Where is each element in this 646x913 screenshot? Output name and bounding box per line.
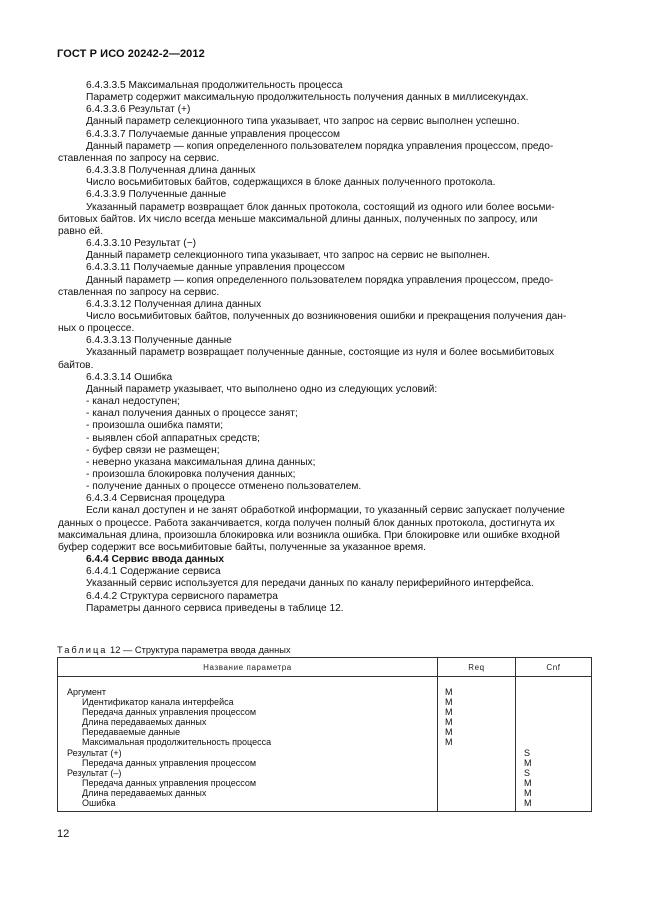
req-text: M (445, 727, 453, 738)
req-cell (438, 768, 516, 778)
document-id: ГОСТ Р ИСО 20242-2—2012 (57, 48, 205, 60)
spacer-cell (516, 677, 592, 688)
cnf-text: M (524, 757, 532, 768)
req-cell (438, 707, 516, 717)
cnf-cell (516, 748, 592, 758)
paragraph-text: Данный параметр указывает, что выполнено одно из следующих условий: (86, 383, 438, 395)
paragraph-text: Данный параметр — копия определенного пользователем порядка управления процессом, предо- (86, 140, 554, 152)
table-row (58, 788, 592, 798)
req-cell (438, 737, 516, 747)
parameter-name-cell (58, 717, 438, 727)
table-caption-label: Таблица (57, 645, 108, 655)
list-item: - канал недоступен; (86, 396, 180, 408)
list-item: - произошла блокировка получения данных; (86, 469, 296, 480)
parameter-name-cell (58, 798, 438, 812)
req-cell (438, 717, 516, 727)
table-row (58, 717, 592, 727)
req-cell (438, 778, 516, 788)
req-text: M (445, 707, 453, 718)
parameter-name-text: Передача данных управления процессом (82, 777, 257, 788)
parameter-name-cell (58, 697, 438, 707)
list-item: - произошла ошибка памяти; (86, 420, 224, 432)
parameter-name-text: Передача данных управления процессом (82, 757, 257, 768)
paragraph-text: данных о процессе. Работа заканчивается, когда получен полный блок данных протокола, достигнута их (58, 517, 555, 529)
section-heading: 6.4.3.3.7 Получаемые данные управления процессом (86, 128, 341, 140)
section-heading: 6.4.3.3.12 Полученная длина данных (86, 298, 262, 310)
section-heading: 6.4.4.1 Содержание сервиса (86, 566, 221, 578)
table-row (58, 727, 592, 737)
parameter-name-cell (58, 727, 438, 737)
section-heading: 6.4.4 Сервис ввода данных (86, 554, 225, 566)
parameter-name-text: Результат (+) (67, 747, 122, 758)
parameter-table (57, 657, 592, 812)
spacer-cell (438, 677, 516, 688)
cnf-text: M (524, 787, 532, 798)
cnf-cell (516, 768, 592, 778)
section-heading: 6.4.3.3.8 Полученная длина данных (86, 165, 256, 177)
paragraph-text: Число восьмибитовых байтов, полученных до возникновения ошибки и прекращения получения дан- (86, 310, 567, 322)
table-row (58, 778, 592, 788)
list-item: - получение данных о процессе отменено пользователем. (86, 481, 362, 493)
table-spacer-row (58, 677, 592, 688)
paragraph-text: Указанный параметр возвращает блок данных протокола, состоящий из одного или более восьми- (86, 201, 555, 213)
table-caption-title: 12 — Структура параметра ввода данных (110, 645, 291, 655)
paragraph-text: Указанный сервис используется для передачи данных по каналу периферийного интерфейса. (86, 578, 534, 590)
paragraph-text: максимальная длина, произошла блокировка или возникла ошибка. При блокировке или ошибке входной (58, 529, 560, 541)
table-row (58, 768, 592, 778)
table-row (58, 687, 592, 697)
paragraph-text: Данный параметр — копия определенного пользователем порядка управления процессом, предо- (86, 274, 554, 286)
section-heading: 6.4.3.3.14 Ошибка (86, 371, 173, 383)
paragraph-text: Данный параметр селекционного типа указывает, что запрос на сервис выполнен успешно. (86, 116, 520, 128)
table-row (58, 737, 592, 747)
req-text: M (445, 737, 453, 748)
paragraph-text: Если канал доступен и не занят обработкой информации, то указанный сервис запускает получение (86, 505, 565, 517)
cnf-cell (516, 737, 592, 747)
parameter-name-cell (58, 687, 438, 697)
req-cell (438, 687, 516, 697)
cnf-cell (516, 778, 592, 788)
paragraph-text: ставленная по запросу на сервис. (58, 286, 220, 298)
section-heading: 6.4.3.3.11 Получаемые данные управления процессом (86, 262, 345, 274)
cnf-cell (516, 717, 592, 727)
section-heading: 6.4.3.3.6 Результат (+) (86, 104, 191, 116)
parameter-name-cell (58, 778, 438, 788)
section-heading: 6.4.3.4 Сервисная процедура (86, 493, 225, 505)
paragraph-text: Параметры данного сервиса приведены в таблице 12. (86, 602, 344, 614)
table-row (58, 798, 592, 812)
req-cell (438, 758, 516, 768)
cnf-text: M (524, 777, 532, 788)
cnf-text: M (524, 798, 532, 809)
header-cnf: Cnf (516, 658, 592, 677)
list-item: - буфер связи не размещен; (86, 444, 220, 456)
list-item: - выявлен сбой аппаратных средств; (86, 432, 260, 444)
parameter-name-cell (58, 707, 438, 717)
paragraph-text: ставленная по запросу на сервис. (58, 152, 220, 164)
parameter-name-cell (58, 788, 438, 798)
req-cell (438, 727, 516, 737)
section-heading: 6.4.4.2 Структура сервисного параметра (86, 590, 278, 602)
req-cell (438, 798, 516, 812)
parameter-name-text: Длина передаваемых данных (82, 717, 207, 728)
header-parameter-name: Название параметра (58, 658, 438, 677)
cnf-cell (516, 707, 592, 717)
cnf-text: S (524, 747, 531, 758)
table-row (58, 758, 592, 768)
spacer-cell (58, 677, 438, 688)
table-row (58, 697, 592, 707)
req-cell (438, 697, 516, 707)
header-req: Req (438, 658, 516, 677)
table-caption (57, 645, 291, 655)
section-heading: 6.4.3.3.10 Результат (−) (86, 238, 197, 250)
paragraph-text: буфер содержит все восьмибитовые байты, полученные за указанное время. (58, 541, 426, 553)
req-text: M (445, 687, 453, 697)
table-row (58, 707, 592, 717)
parameter-name-text: Аргумент (67, 687, 106, 697)
cnf-cell (516, 697, 592, 707)
table-row (58, 748, 592, 758)
cnf-cell (516, 727, 592, 737)
cnf-cell (516, 798, 592, 812)
list-item: - канал получения данных о процессе занят; (86, 408, 298, 420)
paragraph-text: Данный параметр селекционного типа указывает, что запрос на сервис не выполнен. (86, 250, 490, 262)
parameter-name-text: Длина передаваемых данных (82, 787, 207, 798)
paragraph-text: битовых байтов. Их число всегда меньше максимальной длины данных, полученных по запросу, или (58, 213, 538, 225)
parameter-name-text: Ошибка (82, 798, 116, 809)
parameter-name-text: Передаваемые данные (82, 727, 181, 738)
parameter-name-text: Передача данных управления процессом (82, 707, 257, 718)
paragraph-text: Параметр содержит максимальную продолжительность получения данных в миллисекундах. (86, 92, 529, 104)
paragraph-text: равно ей. (58, 225, 104, 237)
parameter-name-cell (58, 737, 438, 747)
section-heading: 6.4.3.3.13 Полученные данные (86, 335, 232, 347)
cnf-text: S (524, 767, 531, 778)
table-header-row (58, 658, 592, 677)
page-number: 12 (57, 828, 70, 840)
parameter-name-text: Максимальная продолжительность процесса (82, 737, 272, 748)
cnf-cell (516, 788, 592, 798)
list-item: - неверно указана максимальная длина данных; (86, 456, 316, 468)
parameter-name-text: Идентификатор канала интерфейса (82, 697, 234, 708)
paragraph-text: байтов. (58, 359, 94, 371)
req-cell (438, 748, 516, 758)
parameter-name-text: Результат (–) (67, 767, 122, 778)
paragraph-text: Число восьмибитовых байтов, содержащихся в блоке данных полученного протокола. (86, 177, 496, 189)
parameter-name-cell (58, 758, 438, 768)
paragraph-text: Указанный параметр возвращает полученные данные, состоящие из нуля и более восьмибитовых (86, 347, 555, 359)
req-cell (438, 788, 516, 798)
section-heading: 6.4.3.3.5 Максимальная продолжительность процесса (86, 80, 343, 91)
document-body (58, 80, 593, 615)
section-heading: 6.4.3.3.9 Полученные данные (86, 189, 227, 201)
cnf-cell (516, 687, 592, 697)
req-text: M (445, 697, 453, 708)
cnf-cell (516, 758, 592, 768)
parameter-name-cell (58, 748, 438, 758)
parameter-name-cell (58, 768, 438, 778)
paragraph-text: ных о процессе. (58, 323, 135, 335)
req-text: M (445, 717, 453, 728)
